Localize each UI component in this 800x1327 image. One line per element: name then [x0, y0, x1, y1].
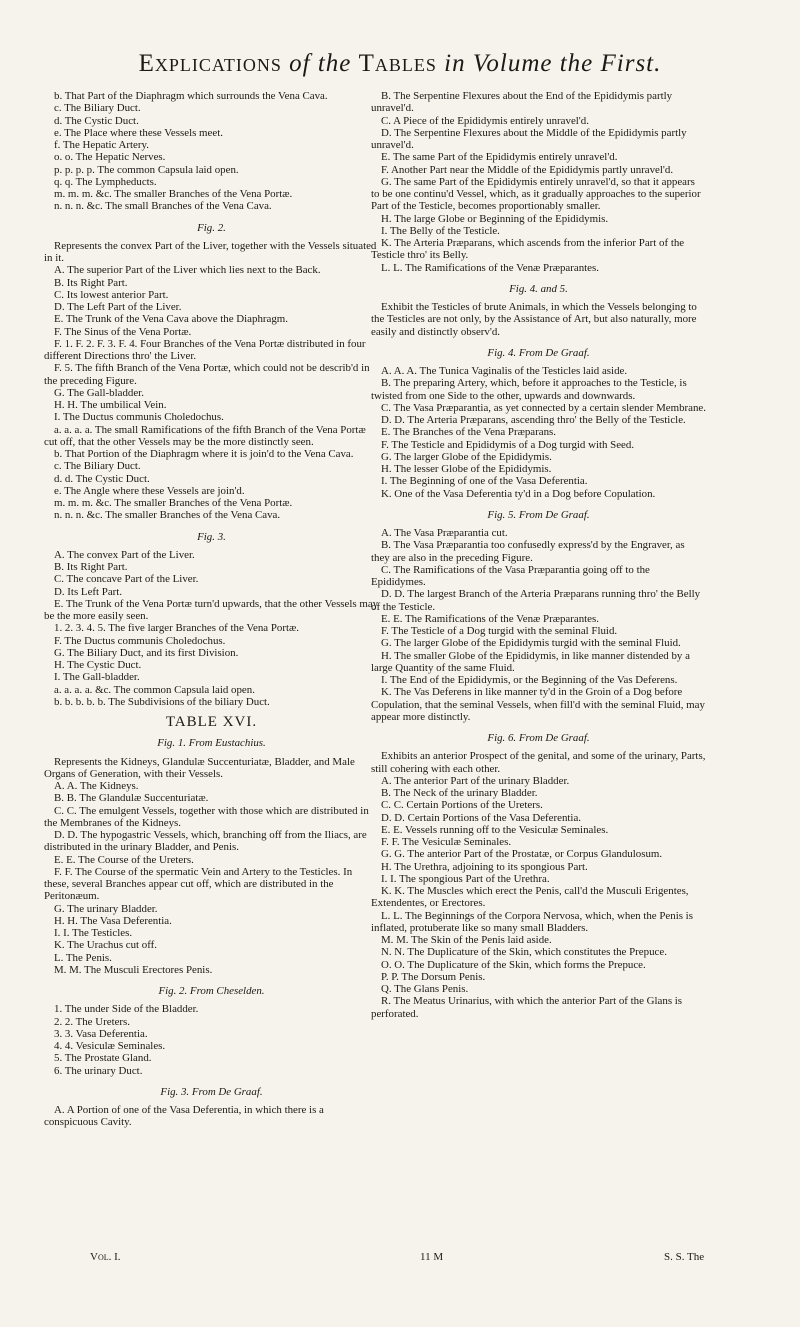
explication-line: Represents the Kidneys, Glandulæ Succenturiatæ, Bladder, and Male Organs of Generation, with their Vessels.	[44, 755, 355, 780]
explication-line: o. o. The Hepatic Nerves.	[54, 151, 166, 164]
explication-line: G. The Biliary Duct, and its first Division.	[54, 646, 239, 659]
explication-line: H. The Cystic Duct.	[54, 659, 142, 671]
explication-line: c. The Biliary Duct.	[54, 460, 141, 473]
explication-line: D. Its Left Part.	[54, 585, 123, 598]
explication-line: 2. 2. The Ureters.	[54, 1015, 131, 1028]
explication-line: c. The Biliary Duct.	[54, 102, 141, 115]
explication-line: B. B. The Glandulæ Succenturiatæ.	[54, 792, 209, 805]
explication-line: G. The urinary Bladder.	[54, 902, 158, 915]
explication-line: I. The Beginning of one of the Vasa Deferentia.	[381, 475, 588, 488]
explication-line: F. The Ductus communis Choledochus.	[54, 634, 226, 647]
explication-line: A. A. The Kidneys.	[54, 780, 139, 792]
figure-heading: Fig. 2. From Cheselden.	[158, 985, 265, 997]
explication-line: I. I. The Testicles.	[54, 927, 133, 939]
explication-line: I. The End of the Epididymis, or the Beginning of the Vas Deferens.	[381, 674, 678, 686]
explication-line: 1. 2. 3. 4. 5. The five larger Branches of the Vena Portæ.	[54, 622, 299, 635]
explication-line: D. D. The largest Branch of the Arteria Præparans running thro' the Belly of the Testicle.	[371, 588, 701, 613]
figure-heading: Fig. 3. From De Graaf.	[160, 1085, 263, 1098]
explication-line: H. The smaller Globe of the Epididymis, in like manner distended by a large Quantity of the same Fluid.	[371, 649, 690, 674]
explication-line: q. q. The Lympheducts.	[54, 175, 157, 188]
explication-line: b. That Portion of the Diaphragm where it is join'd to the Vena Cava.	[54, 448, 354, 460]
explication-line: B. The Neck of the urinary Bladder.	[381, 787, 538, 799]
explication-line: H. The large Globe or Beginning of the Epididymis.	[381, 212, 609, 225]
right-column	[371, 90, 706, 1020]
explication-line: N. N. The Duplicature of the Skin, which constitutes the Prepuce.	[381, 946, 667, 959]
figure-heading: Fig. 2.	[197, 221, 226, 234]
explication-line: C. C. The emulgent Vessels, together with those which are distributed in the Membranes of the Kidneys.	[44, 804, 369, 829]
explication-line: p. p. p. p. The common Capsula laid open.	[54, 163, 239, 176]
explication-line: E. The Trunk of the Vena Cava above the Diaphragm.	[54, 313, 288, 326]
explication-line: B. The Serpentine Flexures about the End of the Epididymis partly unravel'd.	[371, 90, 673, 115]
title-word-volume: in Volume the First.	[444, 50, 662, 77]
explication-line: C. The concave Part of the Liver.	[54, 573, 199, 586]
explication-line: F. F. The Course of the spermatic Vein and Artery to the Testicles. In these, several Branches appear cut off, which are distributed in the Peritonæum.	[44, 865, 353, 903]
explication-line: A. The Vasa Præparantia cut.	[381, 527, 508, 539]
explication-line: C. C. Certain Portions of the Ureters.	[381, 799, 543, 812]
explication-line: I. The Belly of the Testicle.	[381, 224, 500, 237]
explication-line: L. L. The Beginnings of the Corpora Nervosa, which, when the Penis is inflated, protuberate like so many small Bladders.	[371, 909, 693, 934]
explication-line: G. The Gall-bladder.	[54, 386, 144, 399]
explication-line: f. The Hepatic Artery.	[54, 139, 149, 151]
explication-line: C. The Vasa Præparantia, as yet connected by a certain slender Membrane.	[381, 401, 706, 414]
explication-line: F. The Sinus of the Vena Portæ.	[54, 325, 192, 338]
explication-line: C. A Piece of the Epididymis entirely unravel'd.	[381, 114, 589, 127]
explication-line: G. G. The anterior Part of the Prostatæ, or Corpus Glandulosum.	[381, 848, 663, 861]
explication-line: d. d. The Cystic Duct.	[54, 472, 150, 485]
explication-line: Q. The Glans Penis.	[381, 983, 469, 995]
explication-line: n. n. n. &c. The smaller Branches of the Vena Cava.	[54, 509, 281, 522]
explication-line: E. The Branches of the Vena Præparans.	[381, 426, 557, 439]
explication-line: H. The Urethra, adjoining to its spongious Part.	[381, 860, 588, 873]
explication-line: Exhibit the Testicles of brute Animals, in which the Vessels belonging to the Testicles are not only, by the Assistance of Art, but also naturally, more easily and distinctly observ'd.	[371, 301, 697, 338]
figure-heading: Fig. 3.	[197, 530, 226, 543]
explication-line: E. The Trunk of the Vena Portæ turn'd upwards, that the other Vessels may be the more easily seen.	[44, 597, 379, 622]
explication-line: E. E. The Ramifications of the Venæ Præparantes.	[381, 612, 599, 625]
explication-line: M. M. The Musculi Erectores Penis.	[54, 963, 213, 976]
catchword: S. S. The	[664, 1251, 705, 1263]
explication-line: C. Its lowest anterior Part.	[54, 288, 169, 301]
explication-line: I. The Ductus communis Choledochus.	[54, 411, 224, 424]
explication-line: e. The Place where these Vessels meet.	[54, 126, 223, 139]
explication-line: G. The larger Globe of the Epididymis turgid with the seminal Fluid.	[381, 637, 681, 650]
explication-line: F. F. The Vesiculæ Seminales.	[381, 836, 512, 848]
explication-line: K. The Urachus cut off.	[54, 939, 158, 952]
explication-line: B. Its Right Part.	[54, 276, 128, 289]
explication-line: B. The Vasa Præparantia too confusedly express'd by the Engraver, as they are also in the preceding Figure.	[371, 539, 685, 564]
explication-line: D. D. Certain Portions of the Vasa Deferentia.	[381, 811, 582, 824]
explication-line: 4. 4. Vesiculæ Seminales.	[54, 1040, 166, 1052]
explication-line: a. a. a. a. &c. The common Capsula laid open.	[54, 683, 255, 696]
explication-line: E. E. The Course of the Ureters.	[54, 853, 194, 866]
explication-line: d. The Cystic Duct.	[54, 114, 139, 127]
explication-line: F. The Testicle and Epididymis of a Dog turgid with Seed.	[381, 438, 635, 451]
explication-line: H. H. The Vasa Deferentia.	[54, 914, 172, 927]
explication-line: C. The Ramifications of the Vasa Præparantia going off to the Epididymes.	[371, 563, 650, 588]
explication-line: m. m. m. &c. The smaller Branches of the Vena Portæ.	[54, 497, 293, 509]
volume-label: Vol. I.	[90, 1251, 121, 1263]
figure-heading: Fig. 5. From De Graaf.	[487, 508, 590, 521]
explication-line: 3. 3. Vasa Deferentia.	[54, 1027, 148, 1040]
explication-line: A. The superior Part of the Liver which lies next to the Back.	[54, 264, 321, 277]
explication-line: K. One of the Vasa Deferentia ty'd in a Dog before Copulation.	[381, 487, 656, 500]
title-word-explications: Explications	[138, 50, 282, 77]
explication-line: B. The preparing Artery, which, before it approaches to the Testicle, is twisted from one Side to the other, upwards and downwards.	[371, 377, 687, 402]
page-title	[0, 50, 800, 78]
explication-line: H. The lesser Globe of the Epididymis.	[381, 463, 552, 475]
explication-line: I. I. The spongious Part of the Urethra.	[381, 872, 550, 885]
signature-mark: 11 M	[420, 1251, 444, 1263]
explication-line: K. K. The Muscles which erect the Penis, call'd the Musculi Erigentes, Extendentes, or Erectores.	[371, 885, 689, 910]
explication-line: F. 5. The fifth Branch of the Vena Portæ, which could not be describ'd in the preceding Figure.	[44, 362, 370, 387]
explication-line: I. The Gall-bladder.	[54, 671, 140, 684]
explication-line: P. P. The Dorsum Penis.	[381, 970, 486, 983]
explication-line: F. Another Part near the Middle of the Epididymis partly unravel'd.	[381, 163, 674, 176]
explication-line: O. O. The Duplicature of the Skin, which forms the Prepuce.	[381, 958, 646, 971]
explication-line: G. The larger Globe of the Epididymis.	[381, 450, 552, 463]
explication-line: E. The same Part of the Epididymis entirely unravel'd.	[381, 151, 618, 164]
figure-heading: Fig. 1. From Eustachius.	[157, 737, 266, 750]
explication-line: 6. The urinary Duct.	[54, 1064, 143, 1077]
explication-line: K. The Arteria Præparans, which ascends from the inferior Part of the Testicle thro' its Belly.	[371, 237, 685, 262]
explication-line: F. 1. F. 2. F. 3. F. 4. Four Branches of the Vena Portæ distributed in four different Directions thro' the Liver.	[44, 337, 366, 362]
title-word-of-the: of the	[289, 50, 352, 77]
explication-line: A. A. A. The Tunica Vaginalis of the Testicles laid aside.	[381, 365, 628, 377]
explication-line: R. The Meatus Urinarius, with which the anterior Part of the Glans is perforated.	[371, 995, 683, 1020]
explication-line: A. The convex Part of the Liver.	[54, 548, 195, 561]
explication-line: Represents the convex Part of the Liver, together with the Vessels situated in it.	[44, 239, 377, 264]
explication-line: n. n. n. &c. The small Branches of the Vena Cava.	[54, 200, 272, 213]
explication-line: D. D. The hypogastric Vessels, which, branching off from the Iliacs, are distributed in the urinary Bladder, and Penis.	[44, 829, 367, 854]
explication-line: e. The Angle where these Vessels are join'd.	[54, 484, 245, 497]
figure-heading: Fig. 4. From De Graaf.	[487, 346, 590, 359]
explication-line: A. A Portion of one of the Vasa Deferentia, in which there is a conspicuous Cavity.	[44, 1104, 324, 1129]
explication-line: B. Its Right Part.	[54, 561, 128, 573]
explication-line: D. D. The Arteria Præparans, ascending thro' the Belly of the Testicle.	[381, 414, 686, 426]
explication-line: G. The same Part of the Epididymis entirely unravel'd, so that it appears to be one continu'd Vessel, which, as it gradually approaches to the superior Part of the Testicle, becomes proportionably smaller.	[371, 175, 701, 213]
explication-line: m. m. m. &c. The smaller Branches of the Vena Portæ.	[54, 188, 293, 200]
figure-heading: Fig. 4. and 5.	[509, 282, 568, 295]
explication-line: E. E. Vessels running off to the Vesiculæ Seminales.	[381, 823, 609, 836]
explication-line: a. a. a. a. The small Ramifications of the fifth Branch of the Vena Portæ cut off, that the other Vessels may be the more distinctly seen.	[44, 423, 366, 448]
explication-line: H. H. The umbilical Vein.	[54, 399, 167, 411]
title-word-tables: Tables	[358, 50, 437, 77]
explication-line: K. The Vas Deferens in like manner ty'd in the Groin of a Dog before Copulation, that the seminal Vessels, when fill'd with the seminal Fluid, may appear more distinctly.	[371, 686, 705, 723]
explication-line: b. That Part of the Diaphragm which surrounds the Vena Cava.	[54, 90, 328, 102]
explication-line: F. The Testicle of a Dog turgid with the seminal Fluid.	[381, 625, 618, 637]
figure-heading: Fig. 6. From De Graaf.	[487, 732, 590, 744]
explication-line: 1. The under Side of the Bladder.	[54, 1003, 199, 1016]
explication-line: 5. The Prostate Gland.	[54, 1052, 152, 1065]
explication-line: L. L. The Ramifications of the Venæ Præparantes.	[381, 261, 599, 274]
explication-line: M. M. The Skin of the Penis laid aside.	[381, 934, 552, 946]
table-heading: TABLE XVI.	[165, 714, 258, 730]
explication-line: D. The Serpentine Flexures about the Middle of the Epididymis partly unravel'd.	[371, 126, 687, 151]
explication-line: D. The Left Part of the Liver.	[54, 301, 182, 313]
explication-line: A. The anterior Part of the urinary Bladder.	[381, 774, 570, 787]
explication-line: b. b. b. b. b. The Subdivisions of the biliary Duct.	[54, 695, 270, 708]
explication-line: L. The Penis.	[54, 951, 112, 964]
left-column	[44, 90, 379, 1129]
explication-line: Exhibits an anterior Prospect of the genital, and some of the urinary, Parts, still cohering with each other.	[371, 750, 706, 775]
